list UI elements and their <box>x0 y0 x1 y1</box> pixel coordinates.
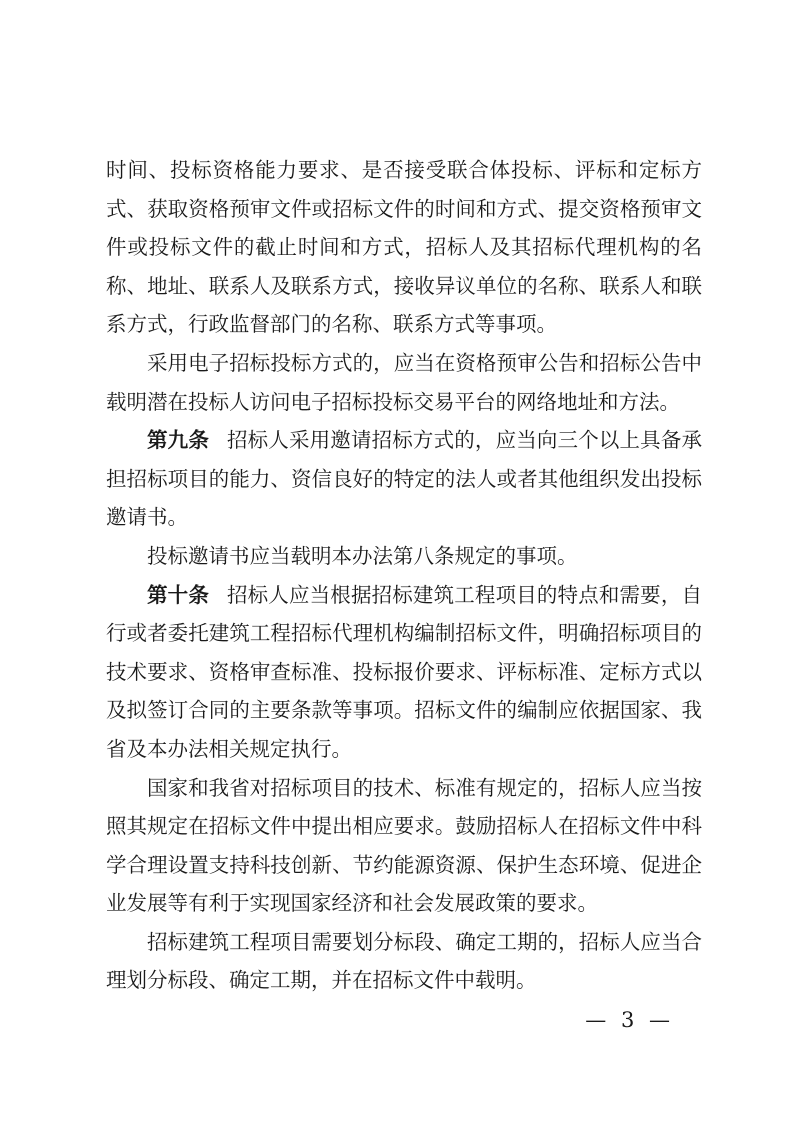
paragraph-text: 招标人采用邀请招标方式的，应当向三个以上具备承担招标项目的能力、资信良好的特定的法人或者其他组织发出投标邀请书。 <box>106 428 703 530</box>
paragraph-text: 招标建筑工程项目需要划分标段、确定工期的，招标人应当合理划分标段、确定工期，并在招标文件中载明。 <box>106 929 702 993</box>
paragraph-invitation-content <box>106 537 702 576</box>
paragraph-continuation <box>106 151 702 344</box>
paragraph-sections-schedule <box>106 923 702 1000</box>
article-9 <box>106 421 702 537</box>
paragraph-electronic-bidding <box>106 344 702 421</box>
paragraph-text: 时间、投标资格能力要求、是否接受联合体投标、评标和定标方式、获取资格预审文件或招标文件的时间和方式、提交资格预审文件或投标文件的截止时间和方式，招标人及其招标代理机构的名称、地址、联系人及联系方式，接收异议单位的名称、联系人和联系方式，行政监督部门的名称、联系方式等事项。 <box>106 158 702 337</box>
article-heading: 第十条 <box>147 582 209 607</box>
article-heading: 第九条 <box>147 428 209 453</box>
paragraph-text: 招标人应当根据招标建筑工程项目的特点和需要，自行或者委托建筑工程招标代理机构编制招标文件，明确招标项目的技术要求、资格审查标准、投标报价要求、评标标准、定标方式以及拟签订合同的主要条款等事项。招标文件的编制应依据国家、我省及本办法相关规定执行。 <box>106 582 703 761</box>
article-10 <box>106 576 702 769</box>
paragraph-text: 国家和我省对招标项目的技术、标准有规定的，招标人应当按照其规定在招标文件中提出相应要求。鼓励招标人在招标文件中科学合理设置支持科技创新、节约能源资源、保护生态环境、促进企业发展等有利于实现国家经济和社会发展政策的要求。 <box>106 775 702 916</box>
paragraph-text: 采用电子招标投标方式的，应当在资格预审公告和招标公告中载明潜在投标人访问电子招标投标交易平台的网络地址和方法。 <box>106 350 702 414</box>
document-body <box>106 151 702 1000</box>
paragraph-technical-standards <box>106 769 702 923</box>
page-number: — 3 — <box>585 1008 674 1032</box>
paragraph-text: 投标邀请书应当载明本办法第八条规定的事项。 <box>147 543 578 568</box>
